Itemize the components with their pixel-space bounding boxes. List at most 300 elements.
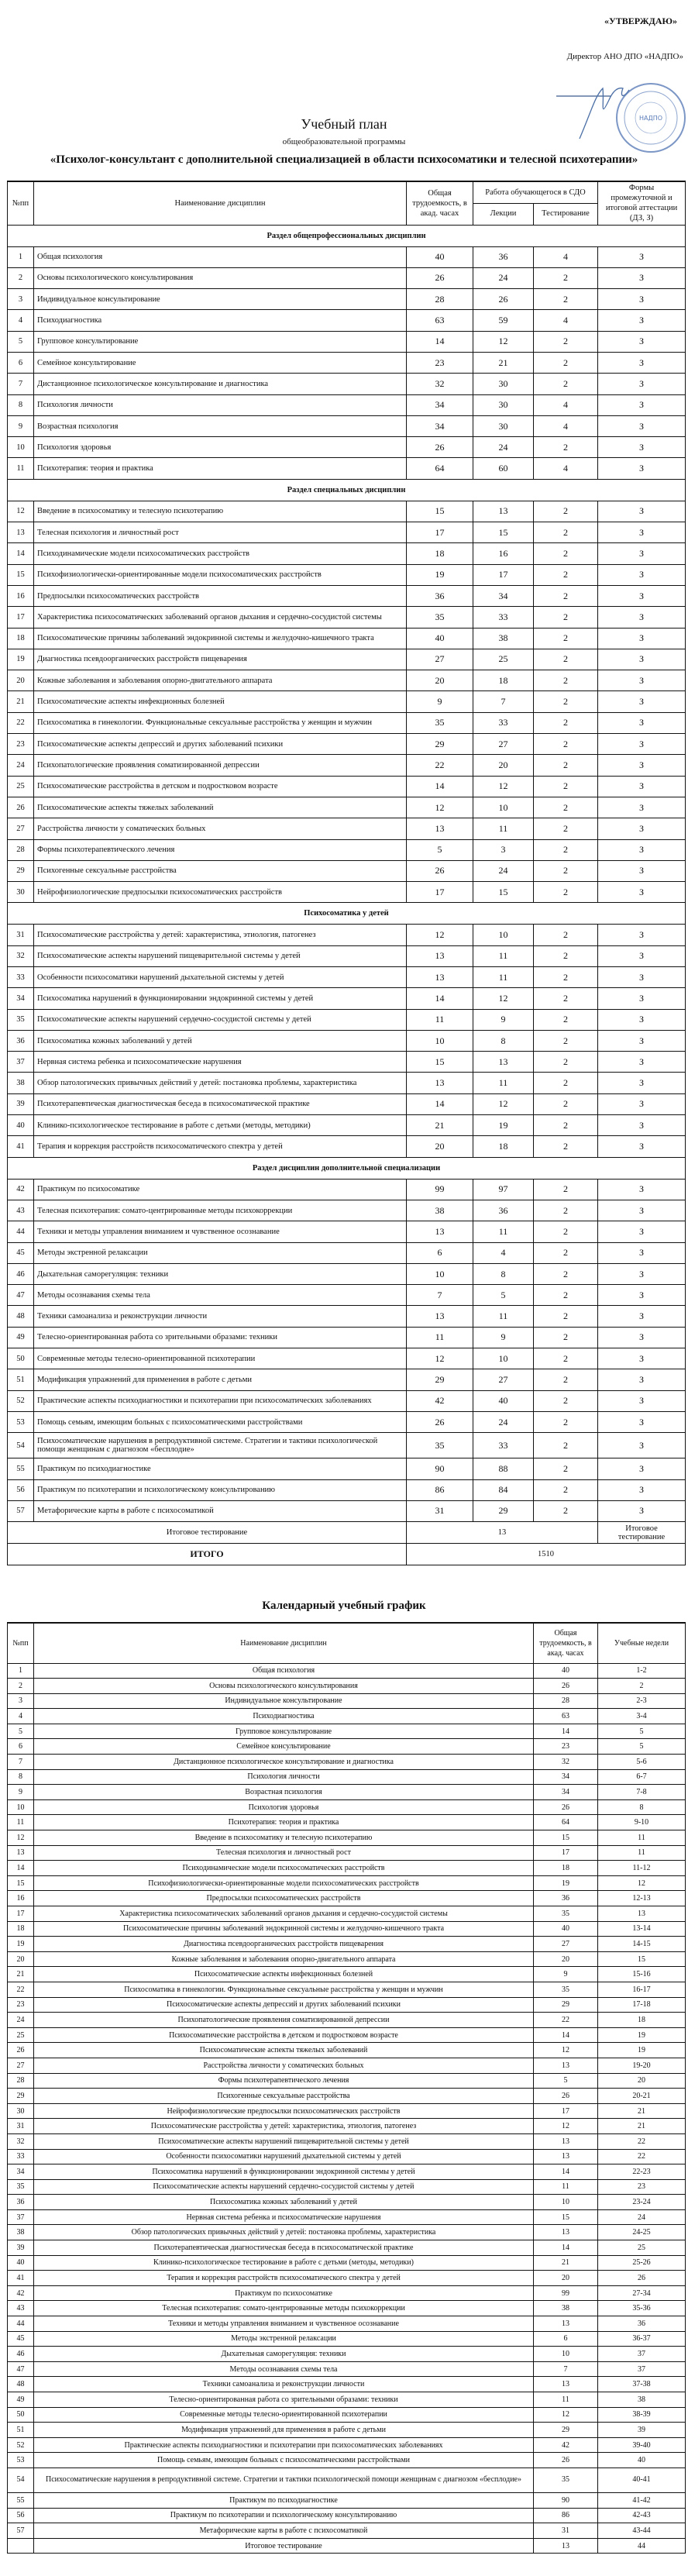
discipline-name: Помощь семьям, имеющим больных с психосоматическими расстройствами [34,1411,407,1432]
table-row [8,374,686,394]
total-hours: 32 [407,374,473,394]
calendar-row [8,2468,686,2492]
header-sdo: Работа обучающегося в СДО [473,181,598,203]
assessment-form: З [598,1052,686,1073]
assessment-form: З [598,1009,686,1030]
testing-hours: 2 [534,1179,598,1200]
discipline-name: Психосоматические нарушения в репродуктивной системе. Стратегии и тактики психологической помощи женщинам с диагнозом «бесплодие» [34,2468,534,2492]
discipline-name: Практикум по психотерапии и психологическому консультированию [34,2508,534,2523]
table-row [8,1306,686,1327]
assessment-form: З [598,1390,686,1411]
table-row [8,1390,686,1411]
svg-text:НАДПО: НАДПО [638,115,663,122]
calendar-row [8,2149,686,2164]
row-number: 14 [8,543,34,564]
testing-hours: 2 [534,967,598,988]
study-weeks: 11 [598,1830,686,1846]
header-testing: Тестирование [534,203,598,225]
total-hours: 11 [534,2392,598,2408]
row-number: 52 [8,1390,34,1411]
row-number: 37 [8,2209,34,2225]
row-number: 18 [8,628,34,649]
discipline-name: Психосоматика в гинекологии. Функциональные сексуальные расстройства у женщин и мужчин [34,1982,534,1997]
total-hours: 19 [534,1875,598,1891]
total-hours: 42 [534,2437,598,2453]
assessment-form: З [598,797,686,818]
calendar-row [8,2377,686,2392]
cal-header-name: Наименование дисциплин [34,1623,534,1663]
discipline-name: Психосоматические расстройства у детей: характеристика, этиология, патогенез [34,925,407,945]
cal-header-weeks: Учебные недели [598,1623,686,1663]
row-number: 24 [8,755,34,776]
assessment-form: З [598,1263,686,1284]
row-number: 13 [8,1845,34,1861]
testing-hours: 2 [534,1136,598,1157]
assessment-form: З [598,289,686,310]
discipline-name: Практикум по психодиагностике [34,1458,407,1479]
study-weeks: 40-41 [598,2468,686,2492]
total-hours: 5 [534,2073,598,2089]
total-hours: 11 [407,1327,473,1348]
study-weeks: 13-14 [598,1921,686,1937]
discipline-name: Психосоматические аспекты нарушений сердечно-сосудистой системы у детей [34,2179,534,2195]
discipline-name: Техники и методы управления вниманием и чувственное осознавание [34,1221,407,1242]
lecture-hours: 12 [473,776,534,797]
assessment-form: З [598,1200,686,1221]
assessment-form: З [598,564,686,585]
row-number: 18 [8,1921,34,1937]
lecture-hours: 13 [473,501,534,522]
assessment-form: З [598,1411,686,1432]
total-hours: 13 [534,2316,598,2332]
discipline-name: Современные методы телесно-ориентированной психотерапии [34,1348,407,1369]
table-row [8,691,686,712]
row-number: 5 [8,331,34,352]
discipline-name: Метафорические карты в работе с психосоматикой [34,1500,407,1521]
row-number: 47 [8,1285,34,1306]
assessment-form: З [598,818,686,839]
calendar-row [8,2103,686,2119]
lecture-hours: 8 [473,1263,534,1284]
total-hours: 13 [534,2149,598,2164]
total-hours: 64 [407,458,473,479]
discipline-name: Психосоматические аспекты нарушений сердечно-сосудистой системы у детей [34,1009,407,1030]
discipline-name: Психодиагностика [34,1709,534,1724]
calendar-row [8,1997,686,2013]
discipline-name: Телесно-ориентированная работа со зрительными образами: техники [34,2392,534,2408]
table-row [8,1009,686,1030]
row-number: 22 [8,1982,34,1997]
total-hours: 10 [407,1030,473,1051]
total-hours: 35 [407,712,473,733]
calendar-row [8,1830,686,1846]
study-weeks: 9-10 [598,1815,686,1830]
total-hours: 23 [534,1739,598,1755]
assessment-form: З [598,1136,686,1157]
table-row [8,1458,686,1479]
discipline-name: Психодиагностика [34,310,407,331]
calendar-row [8,2195,686,2210]
total-hours: 13 [534,2225,598,2240]
discipline-name: Групповое консультирование [34,331,407,352]
testing-hours: 2 [534,945,598,966]
lecture-hours: 19 [473,1115,534,1136]
discipline-name: Практикум по психосоматике [34,2285,534,2301]
study-weeks: 37 [598,2347,686,2362]
discipline-name: Психосоматические аспекты нарушений пищеварительной системы у детей [34,945,407,966]
row-number: 54 [8,2468,34,2492]
row-number: 2 [8,1679,34,1694]
calendar-row [8,1709,686,1724]
discipline-name: Основы психологического консультирования [34,267,407,288]
total-hours: 14 [534,2164,598,2180]
discipline-name: Психотерапия: теория и практика [34,1815,534,1830]
total-hours: 26 [407,860,473,881]
discipline-name: Психодинамические модели психосоматических расстройств [34,543,407,564]
row-number: 40 [8,1115,34,1136]
row-number: 23 [8,734,34,755]
header-lectures: Лекции [473,203,534,225]
total-hours: 13 [407,945,473,966]
row-number: 36 [8,2195,34,2210]
assessment-form: З [598,882,686,903]
total-hours: 29 [407,1369,473,1390]
row-number: 46 [8,2347,34,2362]
total-hours: 32 [534,1755,598,1770]
lecture-hours: 11 [473,945,534,966]
discipline-name: Кожные заболевания и заболевания опорно-двигательного аппарата [34,670,407,691]
discipline-name: Клинико-психологическое тестирование в работе с детьми (методы, методики) [34,1115,407,1136]
assessment-form: З [598,1115,686,1136]
assessment-form: З [598,1030,686,1051]
study-weeks: 41-42 [598,2492,686,2508]
lecture-hours: 33 [473,1433,534,1458]
testing-hours: 2 [534,1052,598,1073]
row-number: 56 [8,2508,34,2523]
director-label: Директор АНО ДПО «НАДПО» [566,52,683,61]
discipline-name: Методы экстренной релаксации [34,1242,407,1263]
total-hours: 6 [407,1242,473,1263]
study-weeks: 43-44 [598,2523,686,2539]
calendar-row [8,1937,686,1952]
table-row [8,1369,686,1390]
assessment-form: З [598,945,686,966]
total-hours: 13 [534,2058,598,2073]
testing-hours: 2 [534,925,598,945]
total-hours: 14 [534,2027,598,2043]
assessment-form: З [598,776,686,797]
assessment-form: З [598,1327,686,1348]
row-number: 24 [8,2013,34,2028]
table-row [8,585,686,606]
calendar-row [8,2209,686,2225]
study-weeks: 6-7 [598,1769,686,1785]
table-row [8,267,686,288]
assessment-form: З [598,691,686,712]
table-row [8,1030,686,1051]
calendar-row [8,2164,686,2180]
assessment-form: З [598,649,686,670]
study-weeks: 19-20 [598,2058,686,2073]
row-number [8,2538,34,2554]
total-hours: 26 [407,1411,473,1432]
total-hours: 23 [407,352,473,373]
discipline-name: Основы психологического консультирования [34,1679,534,1694]
study-weeks: 25-26 [598,2255,686,2271]
discipline-name: Психосоматика нарушений в функционировании эндокринной системы у детей [34,988,407,1009]
discipline-name: Практические аспекты психодиагностики и психотерапии при психосоматических заболеваниях [34,1390,407,1411]
final-test-form: Итоговое тестирование [598,1522,686,1544]
discipline-name: Психосоматика нарушений в функционировании эндокринной системы у детей [34,2164,534,2180]
row-number: 27 [8,2058,34,2073]
lecture-hours: 88 [473,1458,534,1479]
total-hours: 14 [407,988,473,1009]
testing-hours: 2 [534,1221,598,1242]
lecture-hours: 40 [473,1390,534,1411]
total-hours: 20 [534,2271,598,2286]
table-row [8,1433,686,1458]
row-number: 3 [8,289,34,310]
calendar-row [8,1799,686,1815]
discipline-name: Методы экстренной релаксации [34,2331,534,2347]
row-number: 29 [8,860,34,881]
row-number: 48 [8,1306,34,1327]
row-number: 16 [8,1891,34,1906]
total-hours: 27 [534,1937,598,1952]
testing-hours: 2 [534,585,598,606]
table-row [8,755,686,776]
total-hours: 28 [407,289,473,310]
testing-hours: 2 [534,331,598,352]
total-hours: 12 [534,2407,598,2423]
calendar-row [8,1815,686,1830]
discipline-name: Расстройства личности у соматических больных [34,2058,534,2073]
row-number: 3 [8,1693,34,1709]
assessment-form: З [598,860,686,881]
row-number: 51 [8,2423,34,2438]
testing-hours: 2 [534,267,598,288]
study-weeks: 23 [598,2179,686,2195]
study-weeks: 17-18 [598,1997,686,2013]
testing-hours: 4 [534,415,598,436]
row-number: 29 [8,2089,34,2104]
assessment-form: З [598,543,686,564]
total-hours: 34 [534,1785,598,1800]
row-number: 14 [8,1861,34,1876]
total-hours: 29 [534,2423,598,2438]
row-number: 57 [8,1500,34,1521]
total-hours: 20 [407,670,473,691]
table-row [8,458,686,479]
total-hours: 34 [407,394,473,415]
study-weeks: 2 [598,1679,686,1694]
total-hours: 17 [407,882,473,903]
calendar-row [8,2043,686,2058]
table-row [8,352,686,373]
assessment-form: З [598,1433,686,1458]
assessment-form: З [598,1179,686,1200]
study-weeks: 5-6 [598,1755,686,1770]
table-row [8,839,686,860]
testing-hours: 2 [534,628,598,649]
assessment-form: З [598,628,686,649]
header-total: Общая трудоемкость, в акад. часах [407,181,473,225]
table-row [8,882,686,903]
table-row [8,522,686,543]
lecture-hours: 13 [473,1052,534,1073]
study-weeks: 21 [598,2103,686,2119]
row-number: 1 [8,1663,34,1679]
discipline-name: Психофизиологически-ориентированные модели психосоматических расстройств [34,1875,534,1891]
calendar-row [8,2523,686,2539]
grand-total-row [8,1544,686,1565]
calendar-row [8,2089,686,2104]
row-number: 30 [8,882,34,903]
discipline-name: Психосоматика в гинекологии. Функциональные сексуальные расстройства у женщин и мужчин [34,712,407,733]
lecture-hours: 12 [473,988,534,1009]
table-row [8,501,686,522]
total-hours: 15 [407,501,473,522]
assessment-form: З [598,522,686,543]
row-number: 8 [8,394,34,415]
assessment-form: З [598,607,686,628]
lecture-hours: 12 [473,331,534,352]
total-hours: 14 [534,1724,598,1739]
row-number: 54 [8,1433,34,1458]
study-weeks: 1-2 [598,1663,686,1679]
discipline-name: Дистанционное психологическое консультирование и диагностика [34,1755,534,1770]
lecture-hours: 15 [473,882,534,903]
discipline-name: Предпосылки психосоматических расстройств [34,585,407,606]
row-number: 53 [8,2453,34,2468]
discipline-name: Психосоматические аспекты депрессий и других заболеваний психики [34,1997,534,2013]
discipline-name: Нервная система ребенка и психосоматические нарушения [34,1052,407,1073]
total-hours: 26 [407,267,473,288]
total-hours: 12 [407,1348,473,1369]
calendar-row [8,1861,686,1876]
study-weeks: 22 [598,2133,686,2149]
testing-hours: 2 [534,691,598,712]
row-number: 47 [8,2361,34,2377]
study-weeks: 20 [598,2073,686,2089]
table-row [8,394,686,415]
assessment-form: З [598,1221,686,1242]
total-hours: 14 [407,1093,473,1114]
study-weeks: 15-16 [598,1967,686,1982]
study-weeks: 13 [598,1906,686,1922]
discipline-name: Клинико-психологическое тестирование в работе с детьми (методы, методики) [34,2255,534,2271]
assessment-form: З [598,1285,686,1306]
lecture-hours: 29 [473,1500,534,1521]
total-hours: 34 [407,415,473,436]
calendar-row [8,2407,686,2423]
total-hours: 12 [534,2119,598,2134]
row-number: 45 [8,1242,34,1263]
row-number: 41 [8,1136,34,1157]
calendar-row [8,2133,686,2149]
section-title: Раздел дисциплин дополнительной специализации [8,1157,686,1179]
total-hours: 7 [534,2361,598,2377]
row-number: 6 [8,352,34,373]
row-number: 33 [8,2149,34,2164]
row-number: 51 [8,1369,34,1390]
total-hours: 29 [534,1997,598,2013]
testing-hours: 2 [534,755,598,776]
calendar-row [8,1967,686,1982]
total-hours: 9 [534,1967,598,1982]
header-forms: Формы промежуточной и итоговой аттестации (ДЗ, З) [598,181,686,225]
table-row [8,1136,686,1157]
row-number: 53 [8,1411,34,1432]
row-number: 43 [8,2301,34,2316]
discipline-name: Модификация упражнений для применения в работе с детьми [34,1369,407,1390]
section-row [8,479,686,501]
discipline-name: Нейрофизиологические предпосылки психосоматических расстройств [34,882,407,903]
curriculum-table [7,181,686,1565]
discipline-name: Психосоматические расстройства у детей: характеристика, этиология, патогенез [34,2119,534,2134]
calendar-row [8,2058,686,2073]
discipline-name: Диагностика псевдоорганических расстройств пищеварения [34,1937,534,1952]
calendar-row [8,2508,686,2523]
total-hours: 14 [407,776,473,797]
total-hours: 38 [407,1200,473,1221]
total-hours: 26 [534,2453,598,2468]
assessment-form: З [598,1369,686,1390]
discipline-name: Техники самоанализа и реконструкции личности [34,1306,407,1327]
calendar-row [8,1906,686,1922]
testing-hours: 2 [534,649,598,670]
discipline-name: Модификация упражнений для применения в работе с детьми [34,2423,534,2438]
table-row [8,967,686,988]
table-row [8,543,686,564]
discipline-name: Методы осознавания схемы тела [34,1285,407,1306]
total-hours: 13 [407,818,473,839]
discipline-name: Психосоматика кожных заболеваний у детей [34,2195,534,2210]
calendar-row [8,2453,686,2468]
total-hours: 31 [534,2523,598,2539]
discipline-name: Психофизиологически-ориентированные модели психосоматических расстройств [34,564,407,585]
lecture-hours: 16 [473,543,534,564]
assessment-form: З [598,267,686,288]
final-test-row [8,1522,686,1544]
discipline-name: Психотерапевтическая диагностическая беседа в психосоматической практике [34,1093,407,1114]
lecture-hours: 8 [473,1030,534,1051]
table-row [8,945,686,966]
total-hours: 13 [407,967,473,988]
study-weeks: 18 [598,2013,686,2028]
study-weeks: 44 [598,2538,686,2554]
program-title: «Психолог-консультант с дополнительной специализацией в области психосоматики и телесной психотерапии» [50,153,638,166]
total-hours: 12 [407,925,473,945]
assessment-form: З [598,988,686,1009]
table-row [8,1115,686,1136]
total-hours: 28 [534,1693,598,1709]
table-row [8,415,686,436]
row-number: 12 [8,501,34,522]
assessment-form: З [598,925,686,945]
total-hours: 15 [534,2209,598,2225]
assessment-form: З [598,331,686,352]
total-hours: 15 [407,1052,473,1073]
row-number: 4 [8,310,34,331]
row-number: 41 [8,2271,34,2286]
study-weeks: 35-36 [598,2301,686,2316]
table-row [8,649,686,670]
total-hours: 14 [534,2240,598,2256]
discipline-name: Семейное консультирование [34,352,407,373]
calendar-row [8,1755,686,1770]
row-number: 1 [8,246,34,267]
